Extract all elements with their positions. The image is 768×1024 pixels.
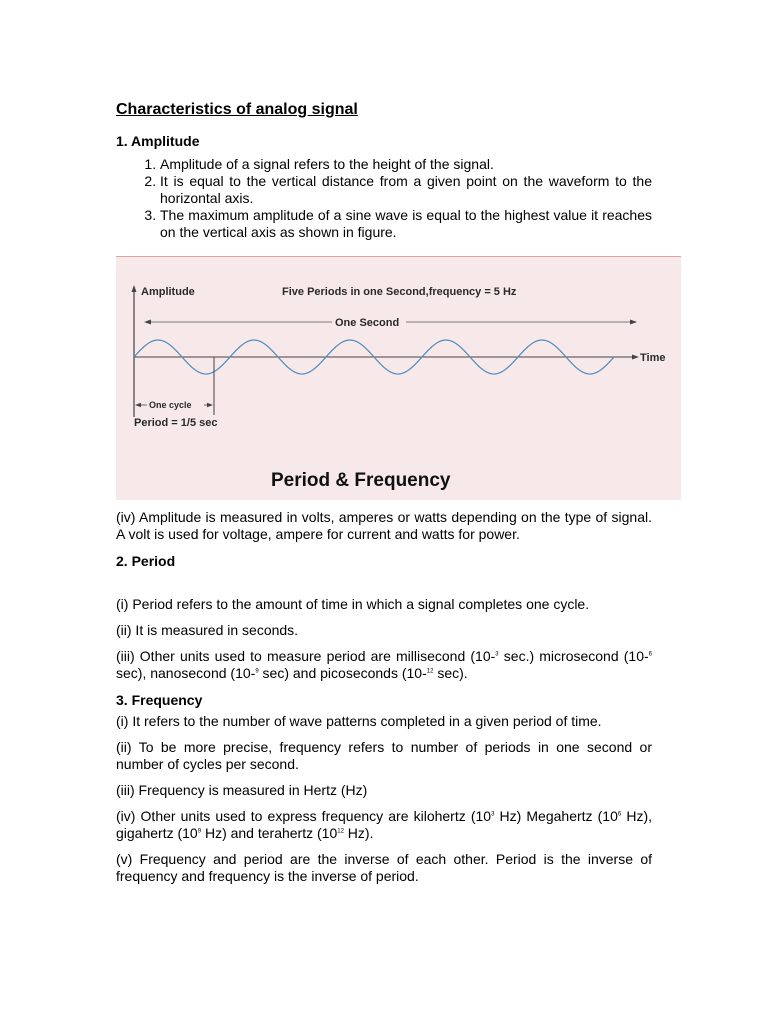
frequency-heading: 3. Frequency <box>116 692 203 708</box>
one-second-label: One Second <box>335 317 400 329</box>
document-title: Characteristics of analog signal <box>116 101 358 118</box>
list-item: 2. It is equal to the vertical distance from a given point on the waveform to the horizontal axis. <box>160 173 652 207</box>
text-run: Hz). <box>343 825 374 841</box>
list-item: 1. Amplitude of a signal refers to the height of the signal. <box>160 156 652 173</box>
time-axis-arrow <box>632 355 639 360</box>
frequency-other-units <box>116 808 652 842</box>
cycle-arrow-left-head <box>135 403 141 408</box>
text-run: sec), nanosecond (10- <box>116 665 256 681</box>
superscript: 3 <box>495 651 499 658</box>
amplitude-note: (iv) Amplitude is measured in volts, amperes or watts depending on the type of signal. A volt is used for voltage, ampere for current and watts for power. <box>116 509 652 542</box>
superscript: 12 <box>337 828 344 835</box>
text-run: (iv) Other units used to express frequency are kilohertz (10 <box>116 808 492 824</box>
text-run: Hz) and terahertz (10 <box>201 825 338 841</box>
text-run: Hz) Megahertz (10 <box>494 808 618 824</box>
superscript: 12 <box>426 668 434 675</box>
one-second-arrow-left-head <box>144 320 151 325</box>
text-run: sec). <box>433 665 468 681</box>
frequency-precise: (ii) To be more precise, frequency refers to number of periods in one second or number of cycles per second. <box>116 739 652 772</box>
superscript: 9 <box>255 668 259 675</box>
time-axis-label: Time <box>640 352 666 364</box>
superscript: 9 <box>197 828 202 835</box>
document-body <box>116 509 652 894</box>
period-frequency-figure <box>116 256 681 500</box>
period-definition: (i) Period refers to the amount of time in which a signal completes one cycle. <box>116 596 590 612</box>
period-heading: 2. Period <box>116 553 176 569</box>
amplitude-axis-arrow <box>132 285 137 292</box>
amplitude-axis-label: Amplitude <box>141 286 195 298</box>
text-run: sec) and picoseconds (10- <box>258 665 427 681</box>
frequency-inverse: (v) Frequency and period are the inverse of each other. Period is the inverse of frequency and frequency is the inverse of period. <box>116 851 652 884</box>
document-top <box>116 100 652 241</box>
text-run: (iii) Other units used to measure period are millisecond (10- <box>116 648 496 664</box>
frequency-definition: (i) It refers to the number of wave patterns completed in a given period of time. <box>116 713 602 729</box>
amplitude-list <box>116 156 652 241</box>
one-second-arrow-right-head <box>630 320 637 325</box>
cycle-arrow-right-head <box>207 403 213 408</box>
superscript: 6 <box>648 651 652 658</box>
figure-caption: Period & Frequency <box>271 470 451 491</box>
period-other-units <box>116 648 652 682</box>
text-run: Hz), gigahertz (10 <box>116 808 652 841</box>
frequency-unit: (iii) Frequency is measured in Hertz (Hz) <box>116 782 368 798</box>
period-label: Period = 1/5 sec <box>134 417 218 429</box>
text-run: sec.) microsecond (10- <box>498 648 649 664</box>
one-cycle-label: One cycle <box>149 400 192 410</box>
list-item: 3. The maximum amplitude of a sine wave is equal to the highest value it reaches on the vertical axis as shown in figure. <box>160 207 652 241</box>
figure-header: Five Periods in one Second,frequency = 5 Hz <box>282 286 517 298</box>
waveform-diagram <box>116 257 681 500</box>
period-unit: (ii) It is measured in seconds. <box>116 622 299 638</box>
superscript: 6 <box>617 811 622 818</box>
amplitude-heading: 1. Amplitude <box>116 133 200 149</box>
superscript: 3 <box>491 811 495 818</box>
